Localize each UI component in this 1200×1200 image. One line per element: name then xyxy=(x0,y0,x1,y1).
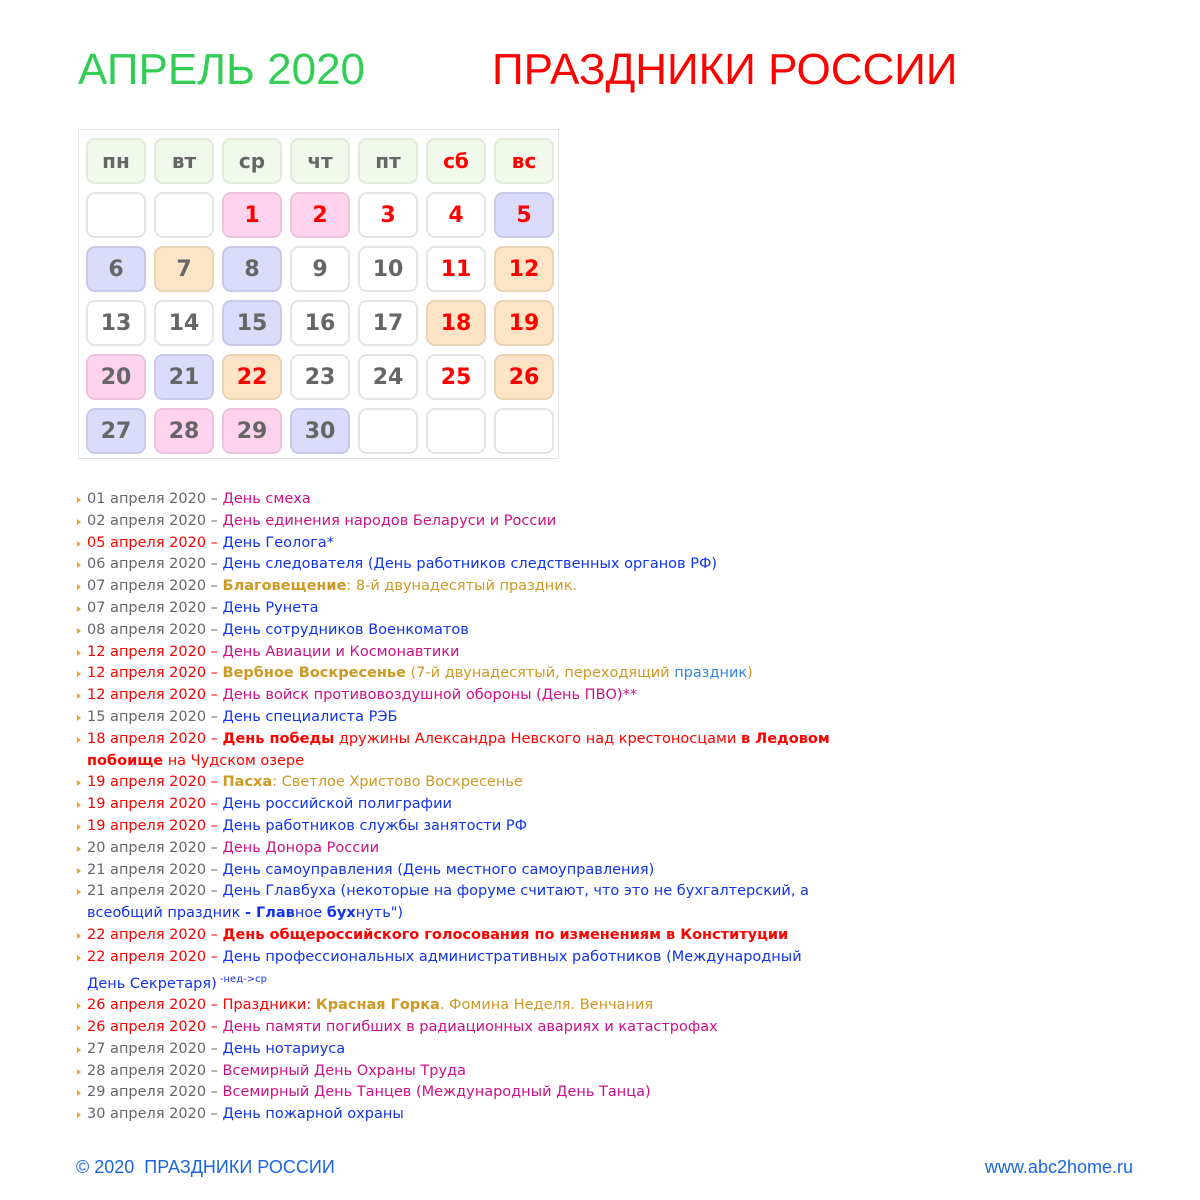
holiday-link[interactable]: День Геолога* xyxy=(222,534,334,551)
list-item: 08 апреля 2020 – День сотрудников Военкоматов xyxy=(76,620,836,642)
holiday-link[interactable]: День нотариуса xyxy=(222,1040,346,1057)
day-cell[interactable]: 3 xyxy=(358,192,418,238)
list-item: 19 апреля 2020 – День российской полиграфии xyxy=(76,794,836,816)
list-item: 06 апреля 2020 – День следователя (День работников следственных органов РФ) xyxy=(76,554,836,576)
holiday-link[interactable]: День профессиональных административных работников (Международный День Секретаря) xyxy=(87,948,802,992)
list-item: 22 апреля 2020 – День профессиональных административных работников (Международный День Секретаря) $^{-нед->ср}$ xyxy=(76,947,836,995)
list-item: 21 апреля 2020 – День самоуправления (День местного самоуправления) xyxy=(76,860,836,882)
weekday-mon: пн xyxy=(86,138,146,184)
footer-copyright: © 2020 ПРАЗДНИКИ РОССИИ xyxy=(76,1157,335,1177)
day-cell[interactable]: 11 xyxy=(426,246,486,292)
holiday-link[interactable]: День пожарной охраны xyxy=(222,1106,404,1123)
holiday-link[interactable]: Благовещение xyxy=(222,578,347,595)
day-cell[interactable]: 1 xyxy=(222,192,282,238)
day-cell[interactable]: 8 xyxy=(222,246,282,292)
month-title: АПРЕЛЬ 2020 xyxy=(78,45,366,94)
list-item: 02 апреля 2020 – День единения народов Беларуси и России xyxy=(76,511,836,533)
day-cell[interactable]: 7 xyxy=(154,246,214,292)
day-cell[interactable]: 26 xyxy=(494,354,554,400)
weekday-wed: ср xyxy=(222,138,282,184)
holiday-link[interactable]: День сотрудников Военкоматов xyxy=(222,621,469,638)
weekday-sat: сб xyxy=(426,138,486,184)
holiday-link[interactable]: Пасха xyxy=(222,774,273,791)
day-cell[interactable]: 4 xyxy=(426,192,486,238)
day-cell[interactable]: 30 xyxy=(290,408,350,454)
day-cell[interactable]: 6 xyxy=(86,246,146,292)
holiday-link[interactable]: День Донора России xyxy=(222,839,380,856)
day-cell[interactable]: 24 xyxy=(358,354,418,400)
list-item: 01 апреля 2020 – День смеха xyxy=(76,489,836,511)
day-cell[interactable]: 12 xyxy=(494,246,554,292)
day-cell[interactable]: 25 xyxy=(426,354,486,400)
holiday-link[interactable]: Красная Горка xyxy=(315,997,440,1014)
list-item: 20 апреля 2020 – День Донора России xyxy=(76,838,836,860)
holiday-link[interactable]: День российской полиграфии xyxy=(222,796,452,813)
holiday-link[interactable]: Всемирный День Танцев (Международный День Танца) xyxy=(222,1084,651,1101)
weekday-thu: чт xyxy=(290,138,350,184)
list-item: 07 апреля 2020 – Благовещение: 8-й двунадесятый праздник. xyxy=(76,576,836,598)
day-cell[interactable]: 5 xyxy=(494,192,554,238)
holiday-link[interactable]: День следователя (День работников следственных органов РФ) xyxy=(222,556,718,573)
holiday-link[interactable]: День специалиста РЭБ xyxy=(222,708,398,725)
day-cell[interactable]: 23 xyxy=(290,354,350,400)
day-cell-empty xyxy=(494,408,554,454)
footer-site-link[interactable]: www.abc2home.ru xyxy=(984,1157,1133,1177)
holiday-link[interactable]: День Главбуха (некоторые на форуме считают, что это не бухгалтерский, а всеобщий праздник xyxy=(87,883,809,922)
day-cell[interactable]: 27 xyxy=(86,408,146,454)
day-cell[interactable]: 15 xyxy=(222,300,282,346)
list-item: 22 апреля 2020 – День общероссийского голосования по изменениям в Конституции xyxy=(76,925,836,947)
list-item: 26 апреля 2020 – Праздники: Красная Горка. Фомина Неделя. Венчания xyxy=(76,995,836,1017)
day-cell[interactable]: 19 xyxy=(494,300,554,346)
holiday-link[interactable]: Всемирный День Охраны Труда xyxy=(222,1062,466,1079)
weekday-fri: пт xyxy=(358,138,418,184)
day-cell-empty xyxy=(426,408,486,454)
list-item: 29 апреля 2020 – Всемирный День Танцев (Международный День Танца) xyxy=(76,1082,836,1104)
holidays-title: ПРАЗДНИКИ РОССИИ xyxy=(492,45,958,94)
day-cell[interactable]: 10 xyxy=(358,246,418,292)
list-item: 12 апреля 2020 – Вербное Воскресенье (7-й двунадесятый, переходящий праздник) xyxy=(76,663,836,685)
holiday-link[interactable]: День общероссийского голосования по изменениям в Конституции xyxy=(222,926,789,943)
list-item: 27 апреля 2020 – День нотариуса xyxy=(76,1039,836,1061)
holiday-link[interactable]: День победы xyxy=(222,730,335,747)
list-item: 19 апреля 2020 – Пасха: Светлое Христово Воскресенье xyxy=(76,772,836,794)
day-cell[interactable]: 2 xyxy=(290,192,350,238)
day-cell[interactable]: 17 xyxy=(358,300,418,346)
list-item: 07 апреля 2020 – День Рунета xyxy=(76,598,836,620)
day-cell-empty xyxy=(358,408,418,454)
holiday-link[interactable]: Вербное Воскресенье xyxy=(222,665,406,682)
list-item: 15 апреля 2020 – День специалиста РЭБ xyxy=(76,707,836,729)
holiday-link[interactable]: День самоуправления (День местного самоуправления) xyxy=(222,861,655,878)
weekday-tue: вт xyxy=(154,138,214,184)
list-item: 12 апреля 2020 – День войск противовоздушной обороны (День ПВО)** xyxy=(76,685,836,707)
list-item: 26 апреля 2020 – День памяти погибших в радиационных авариях и катастрофах xyxy=(76,1017,836,1039)
calendar-grid xyxy=(78,129,559,459)
day-cell[interactable]: 22 xyxy=(222,354,282,400)
list-item: 12 апреля 2020 – День Авиации и Космонавтики xyxy=(76,642,836,664)
list-item: 21 апреля 2020 – День Главбуха (некоторые на форуме считают, что это не бухгалтерский, а всеобщий праздник - Главное бухнуть") xyxy=(76,881,836,925)
holiday-link[interactable]: День единения народов Беларуси и России xyxy=(222,512,557,529)
holiday-link[interactable]: День смеха xyxy=(222,491,311,507)
weekday-sun: вс xyxy=(494,138,554,184)
list-item: 30 апреля 2020 – День пожарной охраны xyxy=(76,1104,836,1126)
day-cell[interactable]: 9 xyxy=(290,246,350,292)
list-item: 18 апреля 2020 – День победы дружины Александра Невского над крестоносцами в Ледовом побоище на Чудском озере xyxy=(76,729,836,773)
holiday-link[interactable]: День Рунета xyxy=(222,599,319,616)
day-cell[interactable]: 14 xyxy=(154,300,214,346)
day-cell[interactable]: 28 xyxy=(154,408,214,454)
day-cell-empty xyxy=(154,192,214,238)
holiday-link[interactable]: День памяти погибших в радиационных авариях и катастрофах xyxy=(222,1018,718,1035)
holiday-link[interactable]: День работников службы занятости РФ xyxy=(222,817,528,834)
day-cell[interactable]: 29 xyxy=(222,408,282,454)
day-cell[interactable]: 21 xyxy=(154,354,214,400)
holiday-link[interactable]: День Авиации и Космонавтики xyxy=(222,643,460,660)
list-item: 28 апреля 2020 – Всемирный День Охраны Труда xyxy=(76,1061,836,1083)
day-cell[interactable]: 13 xyxy=(86,300,146,346)
day-cell[interactable]: 16 xyxy=(290,300,350,346)
holiday-list xyxy=(76,489,836,1126)
holiday-link[interactable]: праздник xyxy=(674,665,748,682)
list-item: 19 апреля 2020 – День работников службы занятости РФ xyxy=(76,816,836,838)
day-cell[interactable]: 18 xyxy=(426,300,486,346)
holiday-link[interactable]: День войск противовоздушной обороны (День ПВО)** xyxy=(222,687,638,704)
list-item: 05 апреля 2020 – День Геолога* xyxy=(76,533,836,555)
day-cell[interactable]: 20 xyxy=(86,354,146,400)
day-cell-empty xyxy=(86,192,146,238)
